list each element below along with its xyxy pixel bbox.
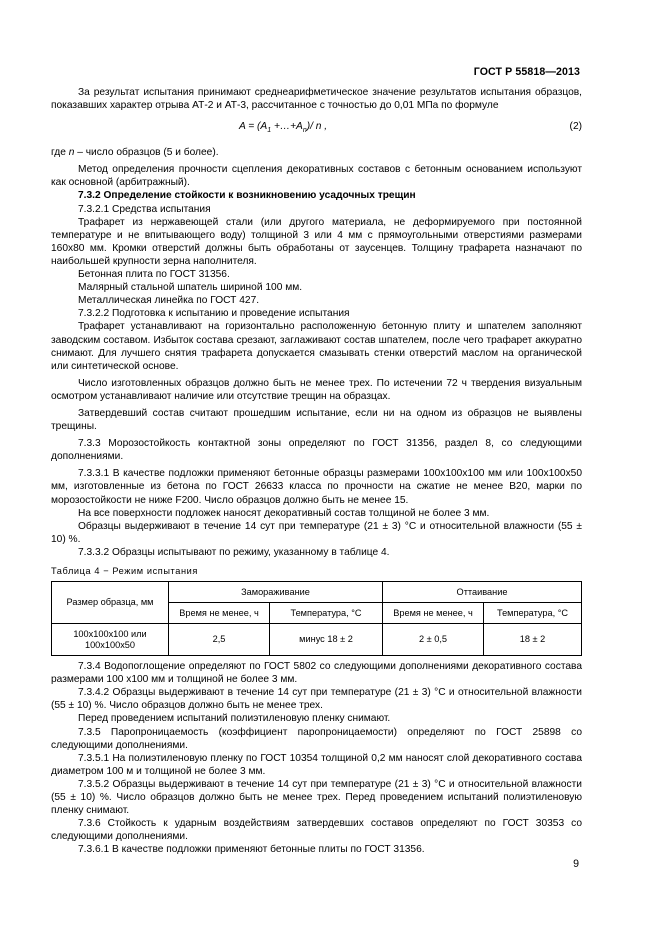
paragraph: 7.3.3 Морозостойкость контактной зоны определяют по ГОСТ 31356, раздел 8, со следующими дополнениями. (51, 438, 582, 463)
paragraph: 7.3.4.2 Образцы выдерживают в течение 14 сут при температуре (21 ± 3) °С и относительной влажности (55 ± 10) %. Число образцов должно быть не менее трех. (51, 687, 582, 712)
list-item: Металлическая линейка по ГОСТ 427. (78, 295, 260, 307)
formula (51, 120, 582, 137)
table-subheader: Время не менее, ч (383, 603, 484, 624)
paragraph: На все поверхности подложек наносят декоративный состав толщиной не более 3 мм. (78, 507, 490, 519)
formula-legend: где n – число образцов (5 и более). (51, 147, 219, 159)
subsection-heading: 7.3.2.2 Подготовка к испытанию и проведение испытания (78, 308, 350, 320)
paragraph: Число изготовленных образцов должно быть не менее трех. По истечении 72 ч твердения визуальным осмотром устанавливают наличие или отсутствие трещин на образцах. (51, 377, 582, 402)
table-cell: 18 ± 2 (484, 624, 582, 656)
paragraph: 7.3.5.1 На полиэтиленовую пленку по ГОСТ 10354 толщиной 0,2 мм наносят слой декоративного состава диаметром 100 м и толщиной не более 3 мм. (51, 752, 582, 777)
paragraph: Перед проведением испытаний полиэтиленовую пленку снимают. (78, 713, 391, 725)
paragraph: 7.3.3.2 Образцы испытывают по режиму, указанному в таблице 4. (78, 546, 390, 558)
section-heading: 7.3.2 Определение стойкости к возникновению усадочных трещин (78, 190, 416, 202)
paragraph: Образцы выдерживают в течение 14 сут при температуре (21 ± 3) °С и относительной влажности (55 ± 10) %. (51, 520, 582, 545)
paragraph: 7.3.3.1 В качестве подложки применяют бетонные образцы размерами 100х100х100 мм или 100х100х50 мм, изготовленные из бетона по ГОСТ 26633 класса по прочности на сжатие не менее В20, марки по морозостойкости не ниже F200. Число образцов должно быть не менее 15. (51, 468, 582, 506)
paragraph: Метод определения прочности сцепления декоративных составов с бетонным основанием используют как основной (арбитражный). (51, 164, 582, 189)
table-cell: 100х100х100 или 100х100х50 (52, 624, 169, 656)
table-header-size: Размер образца, мм (52, 582, 169, 624)
paragraph: 7.3.6.1 В качестве подложки применяют бетонные плиты по ГОСТ 31356. (78, 844, 425, 856)
list-item: Бетонная плита по ГОСТ 31356. (78, 269, 230, 281)
paragraph: 7.3.5 Паропроницаемость (коэффициент паропроницаемости) определяют по ГОСТ 25898 со следующими дополнениями. (51, 726, 582, 751)
table-subheader: Время не менее, ч (169, 603, 270, 624)
table-cell: 2 ± 0,5 (383, 624, 484, 656)
table-header-freeze: Замораживание (169, 582, 383, 603)
paragraph: Затвердевший состав считают прошедшим испытание, если ни на одном из образцов не выявлены трещины. (51, 407, 582, 433)
paragraph: За результат испытания принимают среднеарифметическое значение результатов испытания образцов, показавших характер отрыва АТ-2 и АТ-3, рассчитанное с точностью до 0,01 МПа по формуле (51, 87, 582, 112)
table-cell: 2,5 (169, 624, 270, 656)
table-subheader: Температура, °С (484, 603, 582, 624)
page-number: 9 (573, 858, 579, 870)
document-code: ГОСТ Р 55818—2013 (473, 66, 580, 78)
formula-expression: $A = (A_1$ $+\dots+A_n)/$ n , (239, 121, 328, 135)
table-cell: минус 18 ± 2 (270, 624, 383, 656)
subsection-heading: 7.3.2.1 Средства испытания (78, 203, 211, 215)
paragraph: 7.3.5.2 Образцы выдерживают в течение 14 сут при температуре (21 ± 3) °С и относительной влажности (55 ± 10) %. Число образцов должно быть не менее трех. Перед проведением испытаний полиэтиленовую пленку снимают. (51, 778, 582, 817)
paragraph: 7.3.4 Водопоглощение определяют по ГОСТ 5802 со следующими дополнениями декоративного состава размерами 100 х100 мм и толщиной не более 3 мм. (51, 661, 582, 686)
paragraph: 7.3.6 Стойкость к ударным воздействиям затвердевших составов определяют по ГОСТ 30353 со следующими дополнениями. (51, 818, 582, 843)
paragraph: Трафарет из нержавеющей стали (или другого материала, не деформируемого при постоянной температуре и не впитывающего воду) толщиной 3 или 4 мм с прямоугольными отверстиями размерами 160х80 мм. Кромки отверстий должны быть обработаны от заусенцев. Толщину трафарета назначают по наибольшей крупности зерна наполнителя. (51, 216, 582, 267)
table-row (52, 624, 582, 656)
test-mode-table (51, 581, 582, 656)
table-caption: Таблица 4 − Режим испытания (51, 566, 198, 576)
paragraph: Трафарет устанавливают на горизонтально расположенную бетонную плиту и шпателем заполняют заводским составом. Избыток состава срезают, заглаживают состав шпателем, после чего трафарет аккуратно снимают. Для лучшего снятия трафарета допускается смазывать стенки отверстий маслом на органической или синтетической основе. (51, 321, 582, 372)
table-subheader: Температура, °С (270, 603, 383, 624)
document-body (51, 86, 582, 857)
formula-number: (2) (569, 121, 582, 133)
table-header-thaw: Оттаивание (383, 582, 582, 603)
list-item: Малярный стальной шпатель шириной 100 мм. (78, 282, 303, 294)
